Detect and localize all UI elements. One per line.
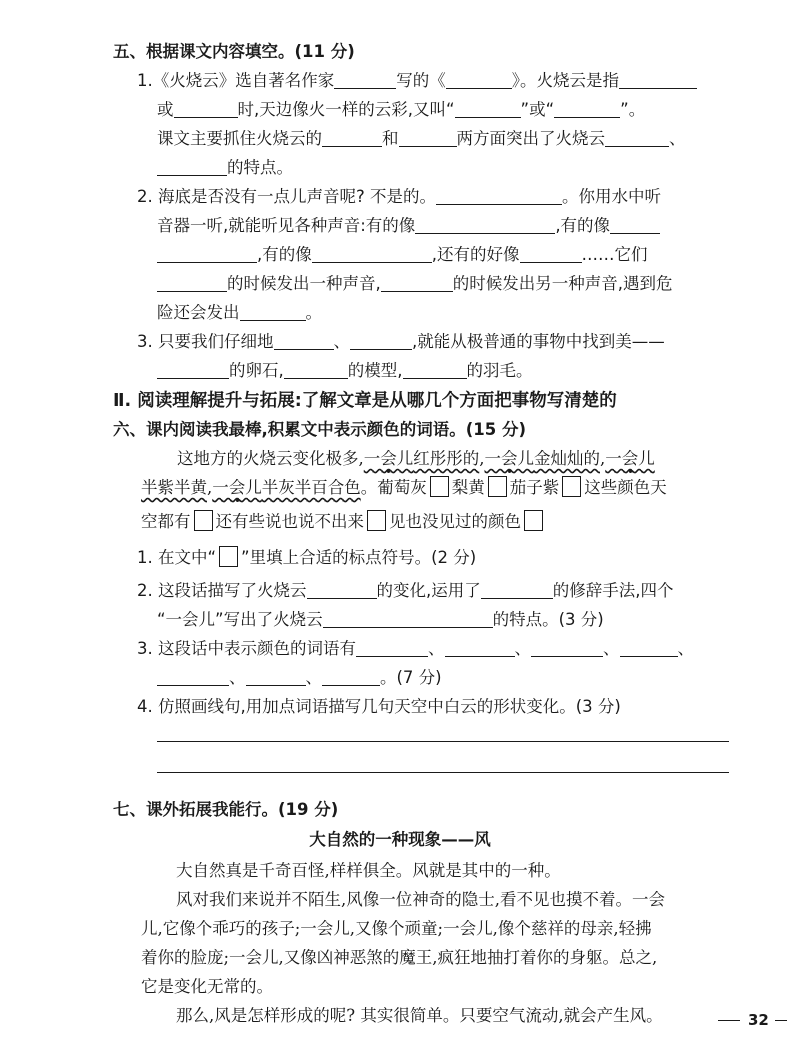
blank[interactable] <box>399 128 457 147</box>
s6-q2-line1: 2. 这段话描写了火烧云 的变化,运用了 的修辞手法,四个 <box>137 581 674 600</box>
punct-box[interactable] <box>488 476 507 497</box>
passage-line1: 这地方的火烧云变化极多,一会儿红彤彤的,一会儿金灿灿的,一会儿 <box>177 449 655 468</box>
blank[interactable] <box>323 609 493 628</box>
s5-q2-line4: 的时候发出一种声音, 的时候发出另一种声音,遇到危 <box>157 272 673 296</box>
blank[interactable] <box>481 580 553 599</box>
blank[interactable] <box>619 70 697 89</box>
s5-q2-line3: ,有的像 ,还有的好像 ……它们 <box>157 243 648 267</box>
s5-q1-line1: 1.《火烧云》选自著名作家 写的《 》。火烧云是指 <box>137 69 697 93</box>
article-line: 着你的脸庞;一会儿,又像凶神恶煞的魔王,疯狂地抽打着你的身躯。总之, <box>141 948 658 967</box>
section5-title: 五、根据课文内容填空。(11 分) <box>113 42 355 61</box>
passage-line2: 半紫半黄,一会儿半灰半百合色。葡萄灰 梨黄 茄子紫 这些颜色天 <box>141 478 667 497</box>
article-line: 那么,风是怎样形成的呢? 其实很简单。只要空气流动,就会产生风。 <box>176 1006 663 1025</box>
blank[interactable] <box>610 215 660 234</box>
s6-q4: 4. 仿照画线句,用加点词语描写几句天空中白云的形状变化。(3 分) <box>137 697 621 716</box>
article-line: 儿,它像个乖巧的孩子;一会儿,又像个顽童;一会儿,像个慈祥的母亲,轻拂 <box>141 919 652 938</box>
blank[interactable] <box>356 638 428 657</box>
punct-box[interactable] <box>367 510 386 531</box>
s5-q1-line4: 的特点。 <box>157 156 293 180</box>
blank[interactable] <box>157 360 229 379</box>
s6-q1: 1. 在文中“ ”里填上合适的标点符号。(2 分) <box>137 548 477 567</box>
blank[interactable] <box>446 70 512 89</box>
s5-q3-line1: 3. 只要我们仔细地 、 ,就能从极普通的事物中找到美—— <box>137 332 665 351</box>
passage-line3: 空都有 还有些说也说不出来 见也没见过的颜色 <box>141 510 546 534</box>
blank[interactable] <box>246 667 306 686</box>
blank[interactable] <box>520 244 582 263</box>
blank[interactable] <box>157 667 229 686</box>
blank[interactable] <box>554 99 620 118</box>
s6-q3-line2: 、 、 。(7 分) <box>157 666 442 690</box>
s5-q2-line1: 2. 海底是否没有一点儿声音呢? 不是的。 。你用水中听 <box>137 187 661 206</box>
answer-line[interactable] <box>157 772 729 773</box>
blank[interactable] <box>322 128 382 147</box>
blank[interactable] <box>605 128 669 147</box>
blank[interactable] <box>350 331 412 350</box>
article-line: 风对我们来说并不陌生,风像一位神奇的隐士,看不见也摸不着。一会 <box>176 890 665 909</box>
article-line: 它是变化无常的。 <box>141 977 273 996</box>
blank[interactable] <box>531 638 603 657</box>
example-box <box>219 546 238 567</box>
blank[interactable] <box>445 638 515 657</box>
section7-title: 七、课外拓展我能行。(19 分) <box>113 800 339 819</box>
section6-title: 六、课内阅读我最棒,积累文中表示颜色的词语。(15 分) <box>113 420 527 439</box>
blank[interactable] <box>157 244 257 263</box>
s5-q3-line2: 的卵石, 的模型, 的羽毛。 <box>157 359 533 383</box>
blank[interactable] <box>334 70 396 89</box>
blank[interactable] <box>157 157 227 176</box>
blank[interactable] <box>322 667 380 686</box>
answer-line[interactable] <box>157 741 729 742</box>
blank[interactable] <box>157 273 227 292</box>
s6-q2-line2: “一会儿”写出了火烧云 的特点。(3 分) <box>157 610 604 629</box>
blank[interactable] <box>174 99 238 118</box>
part2-heading: Ⅱ. 阅读理解提升与拓展:了解文章是从哪几个方面把事物写清楚的 <box>113 391 617 411</box>
blank[interactable] <box>240 302 306 321</box>
blank[interactable] <box>312 244 432 263</box>
page-number: 32 <box>718 1011 800 1029</box>
s5-q1-line3: 课文主要抓住火烧云的 和 两方面突出了火烧云 、 <box>157 129 686 148</box>
blank[interactable] <box>620 638 678 657</box>
blank[interactable] <box>274 331 334 350</box>
blank[interactable] <box>415 215 555 234</box>
blank[interactable] <box>284 360 348 379</box>
s5-q1-line2: 或 时,天边像火一样的云彩,又叫“ ”或“ ”。 <box>157 100 646 119</box>
article-line: 大自然真是千奇百怪,样样俱全。风就是其中的一种。 <box>176 861 561 880</box>
blank[interactable] <box>381 273 453 292</box>
article-title: 大自然的一种现象——风 <box>309 830 491 849</box>
blank[interactable] <box>436 186 562 205</box>
blank[interactable] <box>403 360 467 379</box>
punct-box[interactable] <box>194 510 213 531</box>
punct-box[interactable] <box>524 510 543 531</box>
blank[interactable] <box>307 580 377 599</box>
punct-box[interactable] <box>562 476 581 497</box>
s5-q2-line5: 险还会发出 。 <box>157 303 322 322</box>
s5-q2-line2: 音器一听,就能听见各种声音:有的像 ,有的像 <box>157 214 660 238</box>
s6-q3-line1: 3. 这段话中表示颜色的词语有 、 、 、 、 <box>137 639 694 658</box>
blank[interactable] <box>455 99 521 118</box>
punct-box[interactable] <box>430 476 449 497</box>
